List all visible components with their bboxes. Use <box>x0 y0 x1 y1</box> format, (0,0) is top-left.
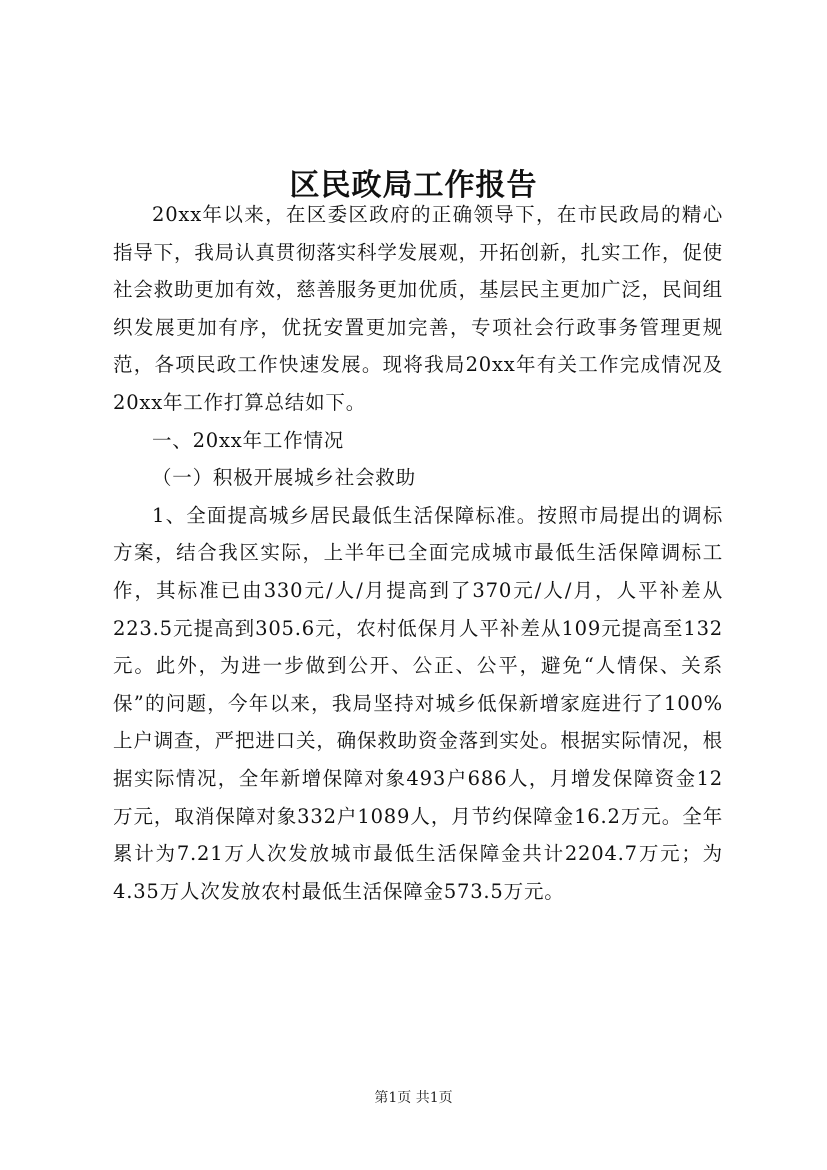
section-heading: 一、20xx年工作情况 <box>152 428 345 452</box>
intro-paragraph: 20xx年以来，在区委区政府的正确领导下，在市民政局的精心指导下，我局认真贯彻落实科学发展观，开拓创新，扎实工作，促使社会救助更加有效，慈善服务更加优质，基层民主更加广泛，民间组织发展更加有序，优抚安置更加完善，专项社会行政事务管理更规范，各项民政工作快速发展。现将我局20xx年有关工作完成情况及20xx年工作打算总结如下。 <box>113 203 723 414</box>
document-body <box>113 196 723 910</box>
subsection-heading: （一）积极开展城乡社会救助 <box>152 466 416 490</box>
body-paragraph: 1、全面提高城乡居民最低生活保障标准。按照市局提出的调标方案，结合我区实际，上半年已全面完成城市最低生活保障调标工作，其标准已由330元/人/月提高到了370元/人/月，人平补差从223.5元提高到305.6元，农村低保月人平补差从109元提高至132元。此外，为进一步做到公开、公正、公平，避免“人情保、关系保”的问题，今年以来，我局坚持对城乡低保新增家庭进行了100%上户调查，严把进口关，确保救助资金落到实处。根据实际情况，根据实际情况，全年新增保障对象493户686人，月增发保障资金12万元，取消保障对象332户1089人，月节约保障金16.2万元。全年累计为7.21万人次发放城市最低生活保障金共计2204.7万元；为4.35万人次发放农村最低生活保障金573.5万元。 <box>113 503 723 903</box>
page-footer: 第1页 共1页 <box>374 1090 453 1106</box>
document-title: 区民政局工作报告 <box>289 168 538 204</box>
